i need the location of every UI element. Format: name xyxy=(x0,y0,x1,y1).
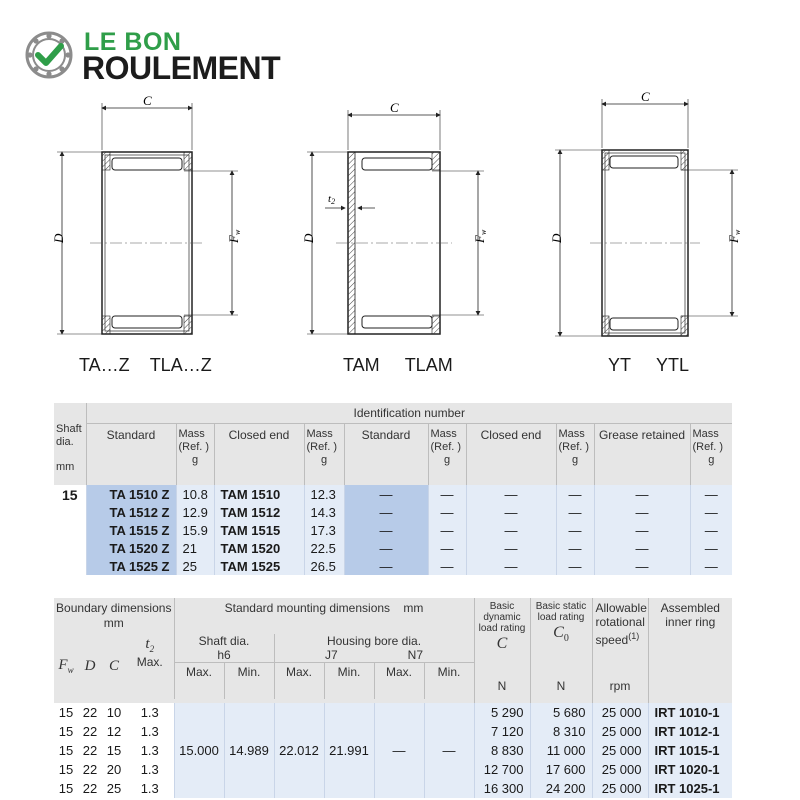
speed-value: 25 000 xyxy=(592,779,648,798)
boundary-dims-header xyxy=(54,598,174,634)
t2-value: 1.3 xyxy=(126,760,174,779)
t2-value: 1.3 xyxy=(126,741,174,760)
mass-value: — xyxy=(428,503,466,521)
grease-retained-id: — xyxy=(594,503,690,521)
svg-text:D: D xyxy=(301,233,316,243)
cr-unit: N xyxy=(497,678,507,693)
c-value: 12 xyxy=(106,723,122,739)
fw-header xyxy=(54,634,78,699)
closed-end-id-2: — xyxy=(466,503,556,521)
mass-value: — xyxy=(690,503,732,521)
t2-max-label: Max. xyxy=(136,655,163,669)
inner-ring-id: IRT 1020-1 xyxy=(648,760,732,779)
t2-subscript: 2 xyxy=(149,644,155,654)
basic-static-subscript: 0 xyxy=(563,633,569,645)
mm-label: mm xyxy=(56,461,75,473)
dia-label: dia. xyxy=(56,436,74,448)
mass-value: 26.5 xyxy=(304,557,344,575)
drawing-yt xyxy=(549,89,742,336)
series-alt-name: TLAM xyxy=(404,355,453,375)
d-value: 22 xyxy=(82,780,98,796)
mass-label: Mass xyxy=(558,427,585,440)
standard-id-2: — xyxy=(344,485,428,503)
closed-end-id: TAM 1512 xyxy=(214,503,304,521)
shaft-dia-header xyxy=(54,423,86,485)
static-load-value: 11 000 xyxy=(530,741,592,760)
table-row xyxy=(54,539,732,557)
std-mount-header xyxy=(174,598,474,634)
standard-id: TA 1515 Z xyxy=(86,521,176,539)
shaft-max-value: 15.000 xyxy=(174,703,224,798)
dim-c-label-1: C xyxy=(143,93,152,108)
mass-value: 14.3 xyxy=(304,503,344,521)
standard-header: Standard xyxy=(86,423,176,485)
mass-header-2 xyxy=(304,423,344,485)
mass-value: — xyxy=(556,521,594,539)
dimensions-table xyxy=(54,598,732,798)
standard-id-2: — xyxy=(344,503,428,521)
closed-end-id: TAM 1515 xyxy=(214,521,304,539)
g-label: g xyxy=(571,453,579,466)
inner-ring-id: IRT 1015-1 xyxy=(648,741,732,760)
t2-header xyxy=(126,634,174,699)
fw-symbol: F xyxy=(58,657,68,674)
logo-text-roulement: ROULEMENT xyxy=(82,50,281,86)
mass-header-5 xyxy=(690,423,732,485)
grease-retained-id: — xyxy=(594,557,690,575)
closed-end-id-2: — xyxy=(466,485,556,503)
closed-end-id: TAM 1520 xyxy=(214,539,304,557)
svg-text:t2: t2 xyxy=(328,193,336,206)
speed-unit: rpm xyxy=(609,678,631,693)
basic-static-symbol: C xyxy=(553,624,564,641)
mass-value: 10.8 xyxy=(176,485,214,503)
standard-id: TA 1510 Z xyxy=(86,485,176,503)
mass-value: — xyxy=(690,521,732,539)
n7-max-header: Max. xyxy=(374,663,424,699)
boundary-mm-label: mm xyxy=(103,616,124,630)
fw-value: 15 xyxy=(58,742,74,758)
t2-value: 1.3 xyxy=(126,779,174,798)
basic-dyn-symbol: C xyxy=(496,635,508,652)
mass-value: — xyxy=(556,557,594,575)
std-mount-mm: mm xyxy=(403,601,424,615)
svg-text:Fw: Fw xyxy=(472,229,488,243)
d-value: 22 xyxy=(82,761,98,777)
standard-id-2: — xyxy=(344,539,428,557)
mass-label: Mass xyxy=(178,427,205,440)
g-label: g xyxy=(191,453,199,466)
table-row xyxy=(54,703,732,722)
ref-label: (Ref. ) xyxy=(178,440,210,453)
mass-value: 25 xyxy=(176,557,214,575)
closed-end-id-2: — xyxy=(466,521,556,539)
mass-value: — xyxy=(556,539,594,557)
svg-text:D: D xyxy=(51,233,66,243)
svg-text:C: C xyxy=(390,100,399,115)
shaft-dia-label: Shaft dia. xyxy=(198,634,250,648)
identification-table xyxy=(54,403,732,575)
allow-line1: Allowable xyxy=(595,601,647,615)
mass-value: 21 xyxy=(176,539,214,557)
dynamic-load-value: 12 700 xyxy=(474,760,530,779)
assembled-ring-header xyxy=(648,598,732,699)
shaft-label: Shaft xyxy=(56,423,82,435)
inner-ring-id: IRT 1010-1 xyxy=(648,703,732,722)
table-row xyxy=(54,503,732,521)
t2-value: 1.3 xyxy=(126,722,174,741)
mass-label: Mass xyxy=(430,427,457,440)
static-load-value: 5 680 xyxy=(530,703,592,722)
grease-retained-header: Grease retained xyxy=(594,423,690,485)
housing-label: Housing bore dia. xyxy=(326,634,422,648)
series-name: TAM xyxy=(343,355,380,375)
dynamic-load-value: 5 290 xyxy=(474,703,530,722)
allow-line3: speed xyxy=(595,633,629,647)
svg-text:Fw: Fw xyxy=(226,229,242,243)
mass-value: 22.5 xyxy=(304,539,344,557)
ref-label: (Ref. ) xyxy=(558,440,590,453)
closed-end-id-2: — xyxy=(466,557,556,575)
allow-footnote: (1) xyxy=(628,631,640,641)
mass-value: 17.3 xyxy=(304,521,344,539)
closed-end-header: Closed end xyxy=(214,423,304,485)
n7-max-value: — xyxy=(374,703,424,798)
std-mount-label: Standard mounting dimensions xyxy=(224,601,391,615)
mass-value: 12.9 xyxy=(176,503,214,521)
fw-value: 15 xyxy=(58,780,74,796)
standard-id-2: — xyxy=(344,521,428,539)
housing-bore-header xyxy=(274,634,474,663)
n7-label: N7 xyxy=(407,648,424,662)
inner-ring-id: IRT 1012-1 xyxy=(648,722,732,741)
table-row xyxy=(54,521,732,539)
c-value: 10 xyxy=(106,704,122,720)
g-label: g xyxy=(708,453,715,466)
static-load-value: 24 200 xyxy=(530,779,592,798)
j7-min-value: 21.991 xyxy=(324,703,374,798)
c-value: 15 xyxy=(106,742,122,758)
shaft-max-header: Max. xyxy=(174,663,224,699)
boundary-label: Boundary dimensions xyxy=(56,601,172,615)
drawing-ta-z xyxy=(51,93,242,334)
standard-id: TA 1520 Z xyxy=(86,539,176,557)
drawing-tam xyxy=(301,100,488,334)
speed-value: 25 000 xyxy=(592,722,648,741)
g-label: g xyxy=(320,453,328,466)
bearing-drawings xyxy=(0,88,800,388)
mass-value: — xyxy=(690,539,732,557)
n7-min-header: Min. xyxy=(424,663,474,699)
static-load-value: 17 600 xyxy=(530,760,592,779)
g-label: g xyxy=(443,453,451,466)
shaft-min-value: 14.989 xyxy=(224,703,274,798)
mass-value: 12.3 xyxy=(304,485,344,503)
mass-header-1 xyxy=(176,423,214,485)
series-name: YT xyxy=(608,355,632,375)
static-load-value: 8 310 xyxy=(530,722,592,741)
d-value: 22 xyxy=(82,742,98,758)
fw-value: 15 xyxy=(58,704,74,720)
mass-value: — xyxy=(428,521,466,539)
t2-symbol: t xyxy=(145,636,150,652)
j7-label: J7 xyxy=(324,648,338,662)
grease-retained-id: — xyxy=(594,539,690,557)
standard-id-2: — xyxy=(344,557,428,575)
closed-end-id: TAM 1525 xyxy=(214,557,304,575)
identification-number-header: Identification number xyxy=(86,403,732,423)
speed-value: 25 000 xyxy=(592,703,648,722)
standard-id: TA 1512 Z xyxy=(86,503,176,521)
ref-label: (Ref. ) xyxy=(430,440,462,453)
allow-line2: rotational xyxy=(595,615,645,629)
n7-min-value: — xyxy=(424,703,474,798)
bearing-check-icon xyxy=(24,30,74,80)
basic-dyn-line2: load rating xyxy=(478,623,526,634)
standard-header-2: Standard xyxy=(344,423,428,485)
j7-max-header: Max. xyxy=(274,663,324,699)
c0-unit: N xyxy=(556,678,566,693)
mass-value: — xyxy=(556,503,594,521)
basic-static-line2: load rating xyxy=(537,612,585,623)
c-value: 25 xyxy=(106,780,122,796)
fw-subscript: w xyxy=(67,665,74,676)
series-label-ta-z xyxy=(79,355,212,376)
shaft-dia-header xyxy=(174,634,274,663)
series-name: TA…Z xyxy=(79,355,130,375)
speed-value: 25 000 xyxy=(592,760,648,779)
fw-value: 15 xyxy=(58,761,74,777)
fw-value: 15 xyxy=(58,723,74,739)
series-alt-name: YTL xyxy=(656,355,690,375)
d-header: D xyxy=(84,657,96,674)
svg-text:C: C xyxy=(641,89,650,104)
series-label-tam xyxy=(343,355,453,376)
mass-value: — xyxy=(556,485,594,503)
basic-static-line1: Basic static xyxy=(535,601,587,612)
basic-dyn-line1: Basic dynamic xyxy=(483,601,521,623)
j7-max-value: 22.012 xyxy=(274,703,324,798)
dynamic-load-value: 8 830 xyxy=(474,741,530,760)
mass-header-4 xyxy=(556,423,594,485)
mass-value: — xyxy=(428,557,466,575)
mass-value: — xyxy=(690,485,732,503)
dynamic-load-value: 16 300 xyxy=(474,779,530,798)
shaft-min-header: Min. xyxy=(224,663,274,699)
grease-retained-id: — xyxy=(594,521,690,539)
mass-value: 15.9 xyxy=(176,521,214,539)
mass-label: Mass xyxy=(306,427,333,440)
c-value: 20 xyxy=(106,761,122,777)
closed-end-header-2: Closed end xyxy=(466,423,556,485)
ref-label: (Ref. ) xyxy=(306,440,338,453)
inner-ring-id: IRT 1025-1 xyxy=(648,779,732,798)
brand-logo xyxy=(24,28,304,84)
j7-min-header: Min. xyxy=(324,663,374,699)
series-label-yt xyxy=(608,355,689,376)
d-value: 22 xyxy=(82,723,98,739)
series-alt-name: TLA…Z xyxy=(149,355,212,375)
table-row xyxy=(54,485,732,503)
shaft-dia-value: 15 xyxy=(54,485,86,575)
mass-value: — xyxy=(428,485,466,503)
assembled-line1: Assembled xyxy=(660,601,720,615)
mass-value: — xyxy=(428,539,466,557)
svg-text:D: D xyxy=(549,233,564,243)
h6-label: h6 xyxy=(217,648,231,662)
t2-value: 1.3 xyxy=(126,703,174,722)
grease-retained-id: — xyxy=(594,485,690,503)
mass-value: — xyxy=(690,557,732,575)
table-row xyxy=(54,557,732,575)
standard-id: TA 1525 Z xyxy=(86,557,176,575)
svg-text:Fw: Fw xyxy=(726,229,742,243)
assembled-line2: inner ring xyxy=(665,615,716,629)
logo-text-le-bon: LE BON xyxy=(84,28,182,56)
mass-header-3 xyxy=(428,423,466,485)
closed-end-id: TAM 1510 xyxy=(214,485,304,503)
mass-label: Mass xyxy=(692,427,719,440)
closed-end-id-2: — xyxy=(466,539,556,557)
c-header: C xyxy=(108,657,119,674)
ref-label: (Ref. ) xyxy=(692,440,724,453)
speed-value: 25 000 xyxy=(592,741,648,760)
dynamic-load-value: 7 120 xyxy=(474,722,530,741)
d-value: 22 xyxy=(82,704,98,720)
